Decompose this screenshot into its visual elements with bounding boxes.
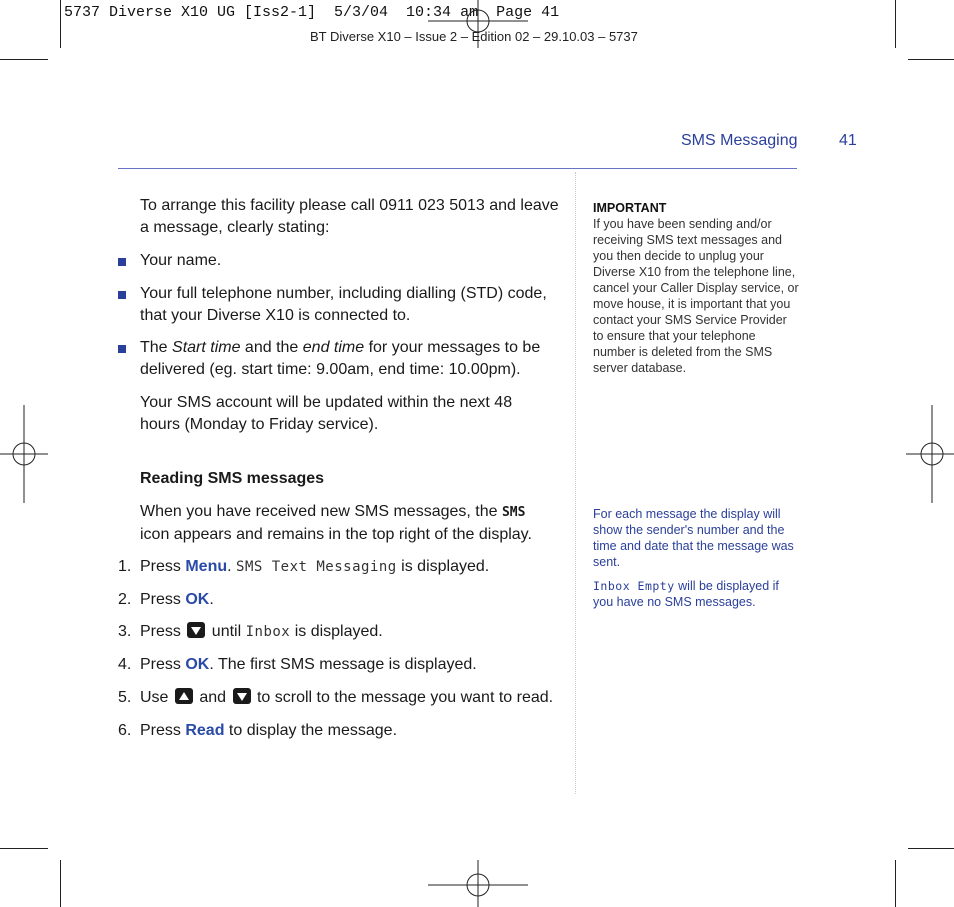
text-run: . <box>227 558 237 575</box>
text-run: will be displayed if you have no SMS messages. <box>593 579 779 609</box>
page-number: 41 <box>839 132 857 149</box>
text-run: and the <box>240 339 303 356</box>
header-rule <box>118 168 797 169</box>
text-run: Press <box>140 656 186 673</box>
section-title: SMS Messaging <box>681 132 798 149</box>
menu-key-label: Menu <box>185 558 228 575</box>
text-run: Press <box>140 558 186 575</box>
start-time-emphasis: Start time <box>172 339 241 356</box>
text-run: icon appears and remains in the top right of the display. <box>140 526 532 543</box>
step-2 <box>140 589 214 611</box>
step-number: 5. <box>118 689 132 706</box>
crop-mark <box>908 59 954 60</box>
important-note <box>593 200 799 376</box>
crop-mark <box>0 59 48 60</box>
step-number: 4. <box>118 656 132 673</box>
intro-text: To arrange this facility please call 0911 023 5013 and leave a message, clearly stating: <box>140 197 559 236</box>
crop-mark <box>0 848 48 849</box>
bullet-text: Your name. <box>140 252 222 269</box>
bullet-item-name <box>140 250 560 272</box>
edition-line: BT Diverse X10 – Issue 2 – Edition 02 – 29.10.03 – 5737 <box>310 29 638 44</box>
step-number: 3. <box>118 623 132 640</box>
step-1 <box>140 556 489 578</box>
text-run: for your messages to be delivered (eg. start time: 9.00am, end time: 10.00pm). <box>140 339 541 378</box>
text-run: and <box>194 689 231 706</box>
text-run: until <box>207 623 246 640</box>
ok-key-label: OK <box>185 656 210 673</box>
text-run: Press <box>140 722 186 739</box>
text-run: is displayed. <box>290 623 383 640</box>
text-run: Use <box>140 689 173 706</box>
sms-icon: SMS <box>501 505 526 520</box>
crop-mark <box>60 860 61 907</box>
crop-mark <box>895 0 896 48</box>
down-arrow-key-icon <box>187 622 205 638</box>
bullet-icon <box>118 258 126 266</box>
text-run: to scroll to the message you want to read. <box>252 689 554 706</box>
bullet-item-number <box>140 283 560 327</box>
tip-message-details <box>593 506 799 570</box>
bullet-text: Your full telephone number, including dialling (STD) code, that your Diverse X10 is connected to. <box>140 285 547 324</box>
display-text: Inbox Empty <box>593 579 675 593</box>
up-arrow-key-icon <box>175 688 193 704</box>
registration-mark-left <box>0 405 48 503</box>
tip-inbox-empty <box>593 578 799 610</box>
update-note <box>140 392 520 436</box>
down-arrow-key-icon <box>233 688 251 704</box>
crop-mark <box>908 848 954 849</box>
text-run: When you have received new SMS messages, the <box>140 503 502 520</box>
text-run: . The first SMS message is displayed. <box>209 656 477 673</box>
text-run: The <box>140 339 173 356</box>
bullet-text <box>140 337 560 381</box>
text-run: to display the message. <box>224 722 398 739</box>
registration-mark-right <box>906 405 954 503</box>
update-note-text: Your SMS account will be updated within the next 48 hours (Monday to Friday service). <box>140 394 513 433</box>
text-run: Press <box>140 591 186 608</box>
read-key-label: Read <box>185 722 225 739</box>
step-number: 1. <box>118 558 132 575</box>
step-number: 6. <box>118 722 132 739</box>
step-5 <box>140 687 553 709</box>
display-text: Inbox <box>245 624 291 640</box>
print-slug: 5737 Diverse X10 UG [Iss2-1] 5/3/04 10:34 am Page 41 <box>64 4 560 21</box>
text-run: . <box>209 591 214 608</box>
important-text: If you have been sending and/or receiving SMS text messages and you then decide to unplug your Diverse X10 from the telephone line, cancel your Caller Display service, or move house, it is important that you contact your SMS Service Provider to ensure that your telephone number is deleted from the SMS server database. <box>593 217 799 375</box>
important-heading: IMPORTANT <box>593 201 667 215</box>
section-intro <box>140 501 555 546</box>
bullet-icon <box>118 291 126 299</box>
intro-paragraph <box>140 195 560 239</box>
text-run: is displayed. <box>396 558 490 575</box>
registration-mark-bottom <box>428 860 528 907</box>
tip-text: For each message the display will show the sender's number and the time and date that the message was sent. <box>593 507 794 569</box>
step-4 <box>140 654 477 676</box>
step-3 <box>140 621 383 643</box>
bullet-item-times <box>140 337 560 381</box>
tip-text <box>593 578 799 610</box>
step-6 <box>140 720 397 742</box>
bullet-icon <box>118 345 126 353</box>
section-heading: Reading SMS messages <box>140 470 325 487</box>
section-intro-text <box>140 501 555 546</box>
end-time-emphasis: end time <box>302 339 365 356</box>
crop-mark <box>60 0 61 48</box>
display-text: SMS Text Messaging <box>236 559 397 575</box>
registration-mark-top <box>428 0 528 48</box>
column-divider <box>575 172 576 794</box>
text-run: Press <box>140 623 186 640</box>
ok-key-label: OK <box>185 591 210 608</box>
step-number: 2. <box>118 591 132 608</box>
crop-mark <box>895 860 896 907</box>
